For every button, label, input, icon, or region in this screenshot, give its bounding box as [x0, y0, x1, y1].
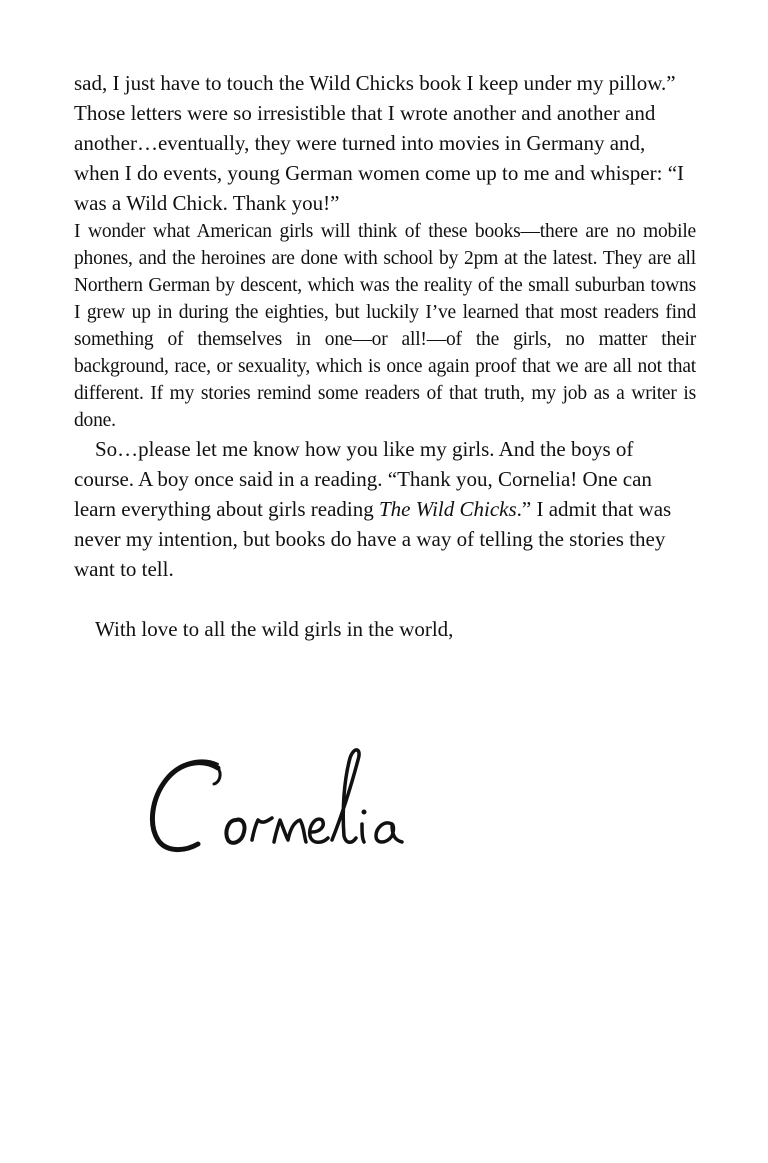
paragraph-3-text-start: So…please let me know how you like my girls. And the boys of course. A boy once said in a reading. “Thank you, Cornelia! One can learn everything about girls reading [74, 437, 652, 521]
paragraph-3 [74, 434, 696, 584]
paragraph-3-text-end: .” I admit that was never my intention, but books do have a way of telling the stories they want to tell. [74, 497, 672, 581]
paragraph-1: sad, I just have to touch the Wild Chicks book I keep under my pillow.” Those letters were so irresistible that I wrote another and another and another…eventually, they were turned into movies in Germany and, when I do events, young German women come up to me and whisper: “I was a Wild Chick. Thank you!” [74, 71, 685, 215]
letter-body [74, 68, 696, 644]
handwritten-signature [140, 740, 460, 870]
closing-line: With love to all the wild girls in the world, [95, 617, 454, 641]
paragraph-2: I wonder what American girls will think of these books—there are no mobile phones, and the heroines are done with school by 2pm at the latest. They are all Northern German by descent, which was the reality of the small suburban towns I grew up in during the eighties, but luckily I’ve learned that most readers find something of themselves in one—or all!—of the girls, no matter their background, race, or sexuality, which is once again proof that we are all not that different. If my stories remind some readers of that truth, my job as a writer is done. [74, 221, 696, 431]
book-title: The Wild Chicks [378, 497, 517, 521]
